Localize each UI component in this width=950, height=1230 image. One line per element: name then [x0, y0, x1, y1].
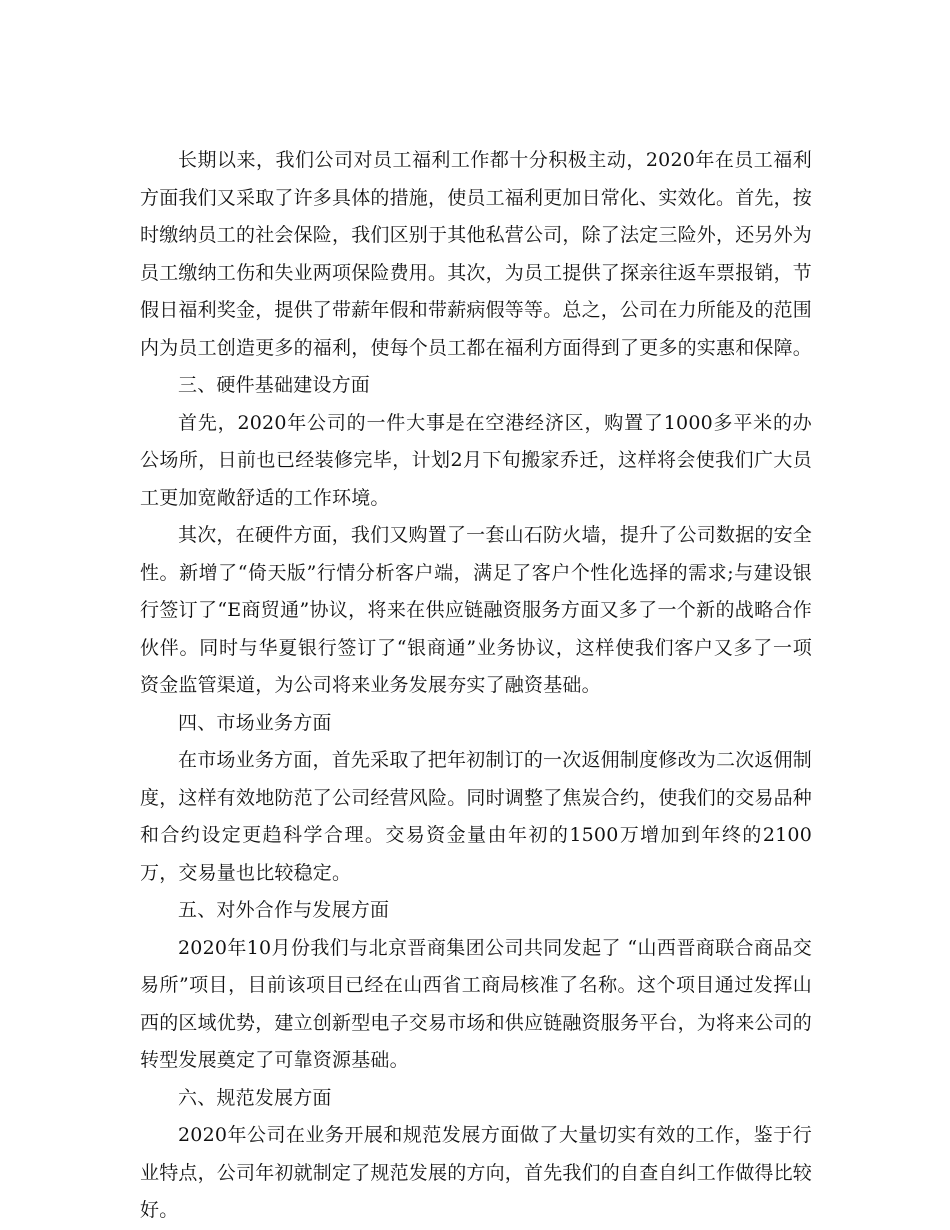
paragraph-market-business: 在市场业务方面，首先采取了把年初制订的一次返佣制度修改为二次返佣制度，这样有效地防范了公司经营风险。同时调整了焦炭合约，使我们的交易品种和合约设定更趋科学合理。交易资金量由年初的1500万增加到年终的2100万，交易量也比较稳定。 [140, 749, 813, 884]
paragraph-cooperation: 2020年10月份我们与北京晋商集团公司共同发起了 “山西晋商联合商品交易所”项目，目前该项目已经在山西省工商局核准了名称。这个项目通过发挥山西的区域优势，建立创新型电子交易市场和供应链融资服务平台，为将来公司的转型发展奠定了可靠资源基础。 [140, 936, 813, 1071]
section-heading-market: 四、市场业务方面 [178, 711, 332, 734]
paragraph-welfare: 长期以来，我们公司对员工福利工作都十分积极主动，2020年在员工福利方面我们又采取了许多具体的措施，使员工福利更加日常化、实效化。首先，按时缴纳员工的社会保险，我们区别于其他私营公司，除了法定三险外，还另外为员工缴纳工伤和失业两项保险费用。其次，为员工提供了探亲往返车票报销，节假日福利奖金，提供了带薪年假和带薪病假等等。总之，公司在力所能及的范围内为员工创造更多的福利，使每个员工都在福利方面得到了更多的实惠和保障。 [140, 149, 813, 359]
section-heading-hardware: 三、硬件基础建设方面 [178, 374, 371, 396]
paragraph-hardware-upgrades: 其次，在硬件方面，我们又购置了一套山石防火墙，提升了公司数据的安全性。新增了“倚天版”行情分析客户端，满足了客户个性化选择的需求;与建设银行签订了“E商贸通”协议，将来在供应链融资服务方面又多了一个新的战略合作伙伴。同时与华夏银行签订了“银商通”业务协议，这样使我们客户又多了一项资金监管渠道，为公司将来业务发展夯实了融资基础。 [140, 524, 812, 696]
paragraph-compliance: 2020年公司在业务开展和规范发展方面做了大量切实有效的工作，鉴于行业特点，公司年初就制定了规范发展的方向，首先我们的自查自纠工作做得比较好。 [140, 1124, 813, 1221]
section-heading-cooperation: 五、对外合作与发展方面 [178, 899, 390, 921]
section-heading-compliance: 六、规范发展方面 [178, 1086, 332, 1109]
paragraph-office-purchase: 首先，2020年公司的一件大事是在空港经济区，购置了1000多平米的办公场所，日前也已经装修完毕，计划2月下旬搬家乔迁，这样将会使我们广大员工更加宽敞舒适的工作环境。 [140, 411, 812, 509]
document-body [140, 142, 812, 1230]
